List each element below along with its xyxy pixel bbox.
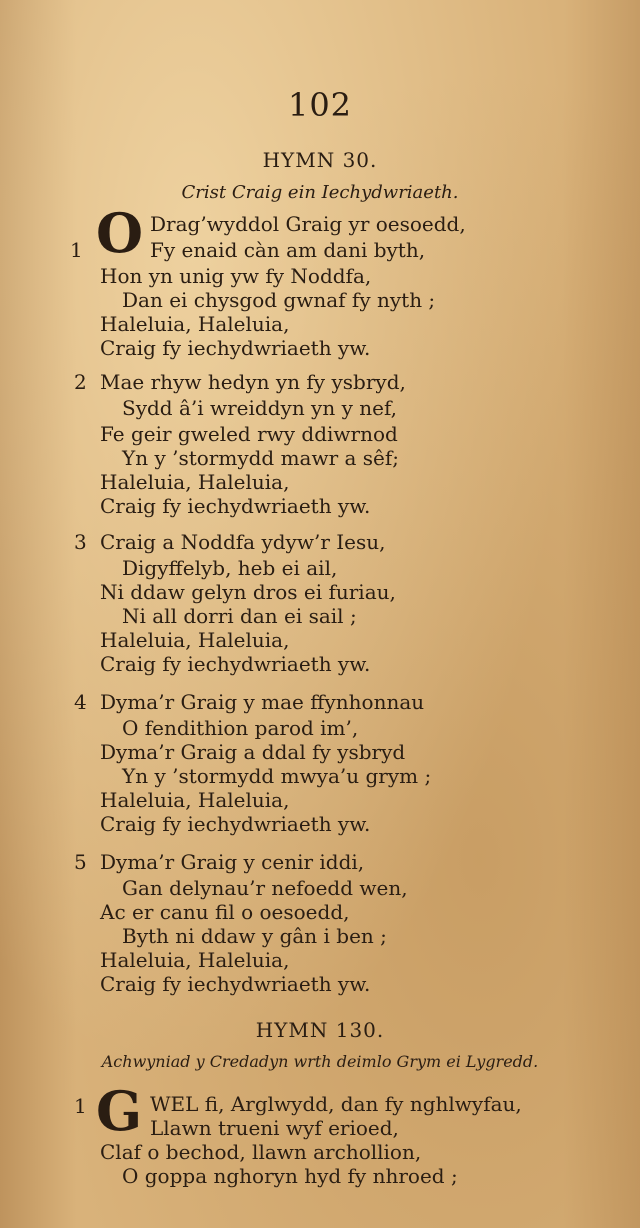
verse-line: O fendithion parod im’, [122, 716, 359, 740]
verse-line: O goppa nghoryn hyd fy nhroed ; [122, 1164, 458, 1188]
verse-line: Craig fy iechydwriaeth yw. [100, 812, 371, 836]
verse-line: Craig fy iechydwriaeth yw. [100, 652, 371, 676]
hymn-subtitle: Achwyniad y Credadyn wrth deimlo Grym ei Lygredd. [101, 1052, 539, 1071]
verse-line: Yn y ’stormydd mawr a sêf; [122, 446, 400, 470]
verse-line: Haleluia, Haleluia, [100, 470, 290, 494]
verse-number: 1 [70, 238, 83, 262]
verse-line: Haleluia, Haleluia, [100, 788, 290, 812]
verse-line: Haleluia, Haleluia, [100, 312, 290, 336]
verse-line: Llawn trueni wyf erioed, [150, 1116, 399, 1140]
verse-line: Yn y ’stormydd mwya’u grym ; [122, 764, 432, 788]
hymn-subtitle: Crist Craig ein Iechydwriaeth. [181, 182, 459, 203]
drop-cap: G [96, 1079, 143, 1143]
verse-number: 1 [74, 1094, 87, 1118]
verse-line: Digyffelyb, heb ei ail, [122, 556, 338, 580]
verse-line: Fy enaid càn am dani byth, [150, 238, 426, 262]
verse-line: Ni all dorri dan ei sail ; [122, 604, 357, 628]
verse-line: Dyma’r Graig y mae ffynhonnau [100, 690, 425, 714]
verse-line: Dyma’r Graig y cenir iddi, [100, 850, 365, 874]
hymn-title: HYMN 30. [262, 148, 378, 172]
verse-line: Fe geir gweled rwy ddiwrnod [100, 422, 398, 446]
verse-number: 5 [74, 850, 87, 874]
verse-line: Dyma’r Graig a ddal fy ysbryd [100, 740, 406, 764]
verse-line: Ni ddaw gelyn dros ei furiau, [100, 580, 396, 604]
drop-cap: O [96, 201, 144, 265]
verse-line: Craig a Noddfa ydyw’r Iesu, [100, 530, 386, 554]
verse-number: 3 [74, 530, 87, 554]
verse-line: Drag’wyddol Graig yr oesoedd, [150, 212, 466, 236]
verse-number: 4 [74, 690, 87, 714]
page-number: 102 [287, 86, 353, 124]
verse-line: Byth ni ddaw y gân i ben ; [122, 924, 387, 948]
verse-line: Sydd â’i wreiddyn yn y nef, [122, 396, 398, 420]
verse-line: Ac er canu fil o oesoedd, [100, 900, 350, 924]
verse-line: Mae rhyw hedyn yn fy ysbryd, [100, 370, 406, 394]
verse-line: Gan delynau’r nefoedd wen, [122, 876, 408, 900]
hymn-title: HYMN 130. [255, 1018, 385, 1042]
verse-line: Haleluia, Haleluia, [100, 628, 290, 652]
verse-line: WEL fi, Arglwydd, dan fy nghlwyfau, [150, 1092, 522, 1116]
verse-line: Hon yn unig yw fy Noddfa, [100, 264, 372, 288]
verse-line: Craig fy iechydwriaeth yw. [100, 972, 371, 996]
verse-line: Dan ei chysgod gwnaf fy nyth ; [122, 288, 436, 312]
verse-line: Haleluia, Haleluia, [100, 948, 290, 972]
verse-line: Craig fy iechydwriaeth yw. [100, 494, 371, 518]
verse-number: 2 [74, 370, 87, 394]
verse-line: Claf o bechod, llawn archollion, [100, 1140, 422, 1164]
verse-line: Craig fy iechydwriaeth yw. [100, 336, 371, 360]
